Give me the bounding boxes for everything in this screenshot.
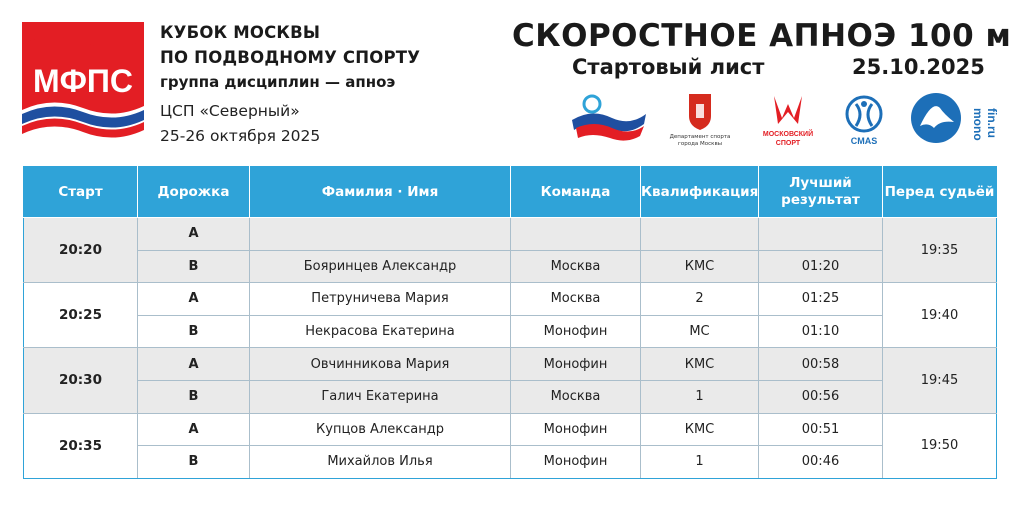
team: Монофин	[511, 348, 641, 381]
lane: A	[138, 413, 250, 446]
athlete-name: Галич Екатерина	[250, 380, 511, 413]
col-header-start: Старт	[24, 167, 138, 218]
col-header-best-line1: Лучший	[789, 175, 852, 191]
judge-time: 19:35	[883, 218, 997, 283]
table-row	[24, 413, 997, 446]
start-list-label: Стартовый лист	[572, 55, 765, 79]
table-row	[24, 380, 997, 413]
athlete-name: Купцов Александр	[250, 413, 511, 446]
qualification: 2	[641, 283, 759, 316]
svg-text:mono: mono	[971, 108, 985, 141]
col-header-judge: Перед судьёй	[883, 167, 997, 218]
cmas-logo	[843, 94, 885, 148]
venue: ЦСП «Северный»	[160, 102, 300, 120]
event-info	[160, 20, 420, 149]
event-dates: 25-26 октября 2025	[160, 127, 321, 145]
federation-logo	[570, 94, 648, 144]
qualification: 1	[641, 380, 759, 413]
start-time: 20:35	[24, 413, 138, 478]
start-time: 20:25	[24, 283, 138, 348]
table-row	[24, 250, 997, 283]
qualification: КМС	[641, 413, 759, 446]
qualification: КМС	[641, 348, 759, 381]
table-row	[24, 315, 997, 348]
discipline-group: группа дисциплин — апноэ	[160, 73, 396, 91]
mfps-logo	[22, 22, 144, 144]
team: Москва	[511, 380, 641, 413]
monofin-logo	[910, 92, 999, 146]
col-header-team: Команда	[511, 167, 641, 218]
qualification: МС	[641, 315, 759, 348]
col-header-best-result	[759, 167, 883, 218]
best-result: 01:25	[759, 283, 883, 316]
team: Монофин	[511, 446, 641, 479]
col-header-lane: Дорожка	[138, 167, 250, 218]
start-list-date: 25.10.2025	[852, 55, 985, 79]
athlete-name: Овчинникова Мария	[250, 348, 511, 381]
table-row	[24, 446, 997, 479]
svg-text:МФПС: МФПС	[32, 63, 134, 99]
lane: A	[138, 348, 250, 381]
qualification: 1	[641, 446, 759, 479]
cup-title: КУБОК МОСКВЫ	[160, 23, 321, 42]
col-header-best-line2: результат	[781, 192, 860, 208]
lane: A	[138, 283, 250, 316]
athlete-name: Бояринцев Александр	[250, 250, 511, 283]
col-header-name: Фамилия · Имя	[250, 167, 511, 218]
best-result: 00:51	[759, 413, 883, 446]
qualification	[641, 218, 759, 251]
col-header-qualification: Квалификация	[641, 167, 759, 218]
qualification: КМС	[641, 250, 759, 283]
cup-subtitle: ПО ПОДВОДНОМУ СПОРТУ	[160, 48, 421, 67]
judge-time: 19:40	[883, 283, 997, 348]
svg-text:СПОРТ: СПОРТ	[775, 140, 801, 147]
table-row	[24, 348, 997, 381]
best-result: 01:10	[759, 315, 883, 348]
best-result: 00:56	[759, 380, 883, 413]
team	[511, 218, 641, 251]
lane: A	[138, 218, 250, 251]
svg-text:CMAS: CMAS	[850, 136, 878, 146]
team: Москва	[511, 250, 641, 283]
start-time: 20:30	[24, 348, 138, 413]
athlete-name: Некрасова Екатерина	[250, 315, 511, 348]
judge-time: 19:45	[883, 348, 997, 413]
team: Монофин	[511, 413, 641, 446]
athlete-name: Михайлов Илья	[250, 446, 511, 479]
start-time: 20:20	[24, 218, 138, 283]
judge-time: 19:50	[883, 413, 997, 478]
athlete-name	[250, 218, 511, 251]
moscow-sport-dept-logo	[669, 92, 731, 148]
best-result: 00:46	[759, 446, 883, 479]
table-row	[24, 218, 997, 251]
best-result: 01:20	[759, 250, 883, 283]
best-result	[759, 218, 883, 251]
lane: B	[138, 380, 250, 413]
moscow-sport-logo	[764, 94, 812, 148]
svg-text:города Москвы: города Москвы	[677, 141, 723, 147]
lane: B	[138, 250, 250, 283]
table-header-row	[24, 167, 997, 218]
mfps-logo-graphic	[22, 22, 144, 144]
start-list-table	[23, 166, 997, 479]
svg-text:fin.ru: fin.ru	[985, 108, 999, 138]
discipline-title: СКОРОСТНОЕ АПНОЭ 100 м	[512, 18, 1012, 54]
athlete-name: Петруничева Мария	[250, 283, 511, 316]
best-result: 00:58	[759, 348, 883, 381]
table-row	[24, 283, 997, 316]
lane: B	[138, 315, 250, 348]
svg-text:Департамент спорта: Департамент спорта	[669, 134, 731, 140]
team: Монофин	[511, 315, 641, 348]
svg-text:МОСКОВСКИЙ: МОСКОВСКИЙ	[762, 131, 814, 138]
team: Москва	[511, 283, 641, 316]
lane: B	[138, 446, 250, 479]
